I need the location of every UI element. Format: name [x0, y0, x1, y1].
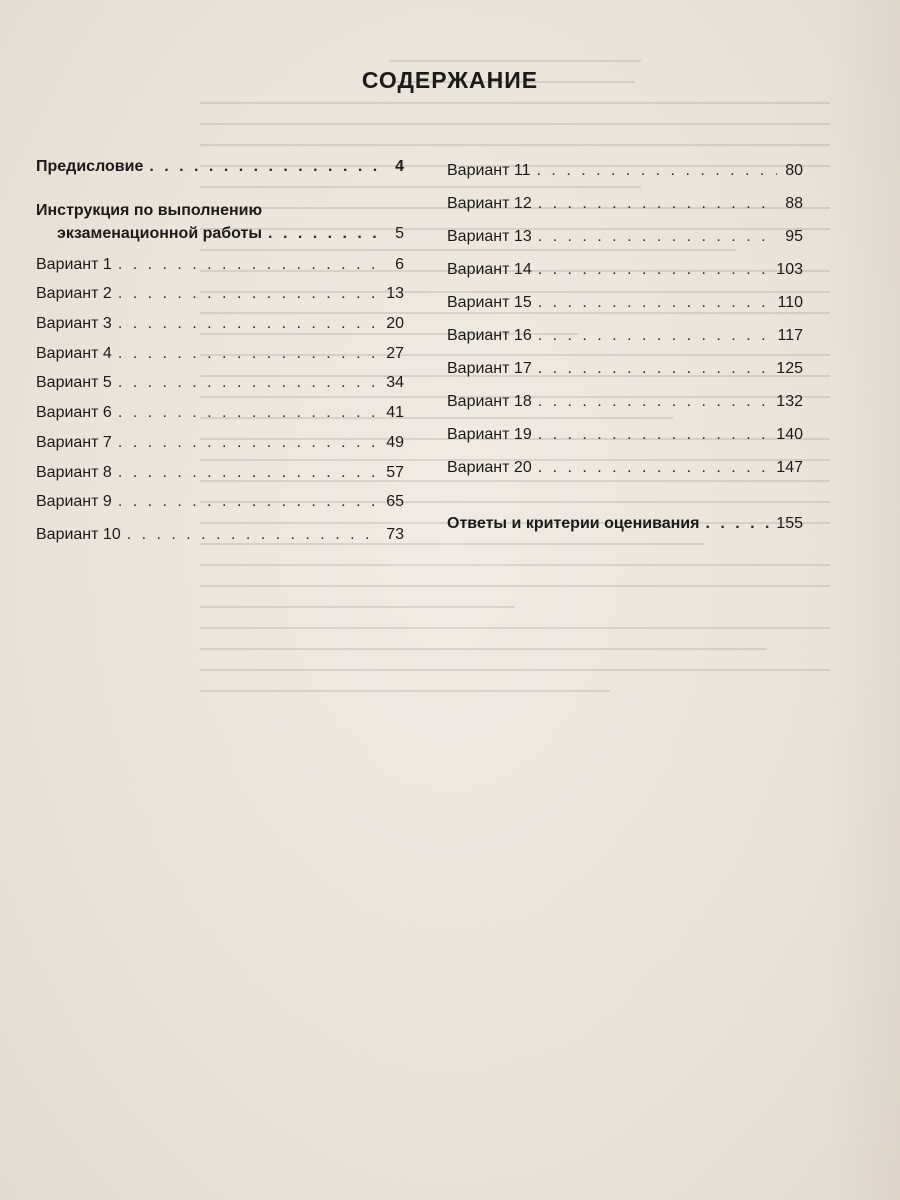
toc-entry-label: Вариант 14 [447, 261, 532, 278]
toc-entry[interactable] [447, 220, 803, 253]
toc-dot-leader [538, 418, 771, 451]
toc-entry[interactable] [36, 520, 404, 550]
toc-entry[interactable] [36, 458, 404, 488]
toc-entry-page: 125 [776, 360, 803, 377]
toc-entry[interactable] [447, 385, 803, 418]
toc-dot-leader [538, 220, 777, 253]
toc-entry[interactable] [36, 428, 404, 458]
toc-entry-label: Вариант 9 [36, 493, 112, 511]
toc-entry-page: 13 [386, 285, 404, 303]
toc-entry-page: 132 [776, 393, 803, 410]
toc-entry-page: 117 [777, 327, 803, 344]
toc-entry[interactable] [36, 339, 404, 369]
toc-entry-label: Вариант 6 [36, 404, 112, 422]
toc-entry-page: 65 [386, 493, 404, 511]
toc-dot-leader [538, 286, 772, 319]
toc-dot-leader [118, 458, 378, 488]
toc-entry-page: 88 [785, 195, 803, 212]
toc-entry-page: 103 [776, 261, 803, 278]
toc-entry-page: 49 [386, 433, 404, 451]
toc-entry-label: Вариант 1 [36, 255, 112, 273]
toc-entry[interactable] [36, 398, 404, 428]
toc-entry[interactable] [447, 451, 803, 484]
toc-entry[interactable] [447, 319, 803, 352]
toc-entry[interactable] [447, 352, 803, 385]
toc-entry-label: Вариант 11 [447, 162, 531, 179]
toc-entry-label: Вариант 12 [447, 195, 532, 212]
toc-entry[interactable] [36, 152, 404, 182]
toc-dot-leader [118, 368, 378, 398]
toc-entry-page: 27 [386, 344, 404, 362]
toc-dot-leader [538, 187, 777, 220]
toc-dot-leader [705, 507, 770, 540]
toc-entry-label: Вариант 5 [36, 374, 112, 392]
toc-entry-page: 20 [386, 315, 404, 333]
toc-entry-label: Предисловие [36, 158, 144, 175]
toc-left-column [36, 152, 404, 550]
toc-entry[interactable] [447, 187, 803, 220]
toc-dot-leader [149, 152, 378, 182]
toc-dot-leader [118, 398, 378, 428]
toc-entry-label-cont: экзаменационной работы [57, 224, 263, 242]
toc-entry-page: 73 [386, 525, 404, 543]
toc-entry-page: 155 [776, 515, 803, 532]
toc-entry-page: 95 [785, 228, 803, 245]
toc-dot-leader [118, 487, 378, 517]
toc-entry-label: Вариант 2 [36, 285, 112, 303]
toc-entry-label: Вариант 19 [447, 426, 532, 443]
toc-entry-label: Вариант 13 [447, 228, 532, 245]
toc-dot-leader [268, 222, 378, 246]
toc-entry-label: Вариант 20 [447, 459, 532, 476]
toc-entry[interactable] [36, 487, 404, 517]
toc-right-column [447, 154, 803, 540]
toc-entry[interactable] [447, 286, 803, 319]
toc-dot-leader [118, 428, 378, 458]
toc-entry-label: Вариант 8 [36, 463, 112, 481]
toc-entry-label: Ответы и критерии оценивания [447, 515, 700, 532]
toc-entry-page: 5 [395, 224, 404, 242]
toc-entry[interactable] [447, 507, 803, 540]
toc-entry-page: 34 [386, 374, 404, 392]
toc-entry-label: Вариант 16 [447, 327, 532, 344]
toc-dot-leader [127, 520, 378, 550]
toc-dot-leader [118, 250, 378, 280]
toc-dot-leader [118, 339, 378, 369]
page-title: СОДЕРЖАНИЕ [361, 67, 539, 93]
toc-entry[interactable] [36, 368, 404, 398]
toc-entry[interactable] [36, 309, 404, 339]
toc-entry-label: Вариант 18 [447, 393, 532, 410]
toc-entry-page: 80 [785, 162, 803, 179]
toc-entry-label: Вариант 15 [447, 294, 532, 311]
toc-entry-label: Вариант 4 [36, 344, 112, 362]
toc-entry[interactable] [36, 279, 404, 309]
toc-entry-page: 57 [386, 463, 404, 481]
toc-entry-page: 4 [395, 158, 404, 175]
toc-entry-page: 140 [776, 426, 803, 443]
toc-entry-page: 6 [395, 255, 404, 273]
toc-dot-leader [118, 279, 378, 309]
toc-entry-page: 110 [777, 294, 803, 311]
toc-dot-leader [538, 352, 771, 385]
toc-entry-page: 41 [386, 404, 404, 422]
page-edge-shadow [830, 0, 900, 1200]
toc-entry-label: Вариант 10 [36, 525, 121, 543]
toc-entry-label: Инструкция по выполнению [36, 201, 263, 219]
toc-entry-page: 147 [776, 459, 803, 476]
toc-entry[interactable] [447, 253, 803, 286]
toc-dot-leader [538, 319, 772, 352]
toc-dot-leader [118, 309, 378, 339]
toc-entry[interactable] [447, 154, 803, 187]
toc-entry[interactable] [36, 182, 404, 246]
toc-entry-label: Вариант 3 [36, 315, 112, 333]
toc-entry-label: Вариант 7 [36, 433, 112, 451]
toc-dot-leader [538, 385, 771, 418]
toc-entry-label: Вариант 17 [447, 360, 532, 377]
toc-dot-leader [537, 154, 777, 187]
toc-entry[interactable] [36, 250, 404, 280]
toc-entry[interactable] [447, 418, 803, 451]
toc-dot-leader [538, 451, 771, 484]
toc-dot-leader [538, 253, 771, 286]
